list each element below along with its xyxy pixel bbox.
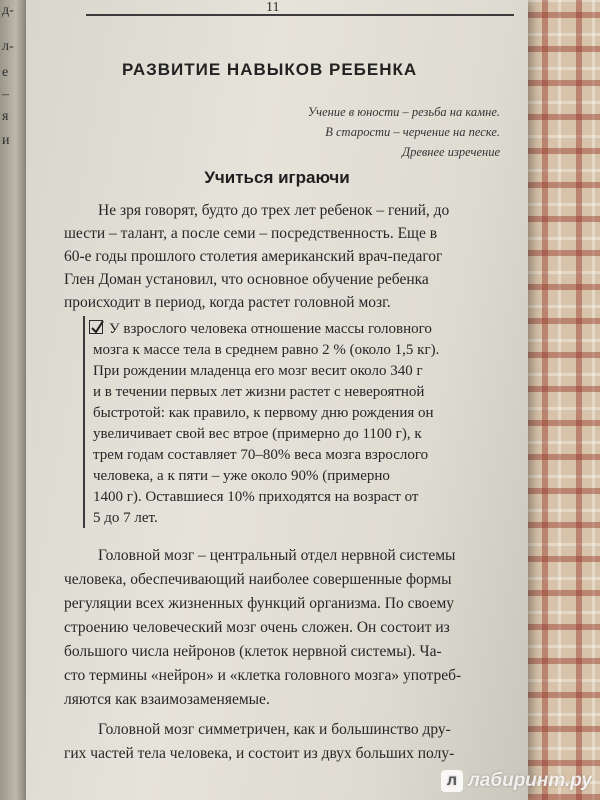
adjacent-page-fragment: д-	[2, 3, 14, 18]
text-line: Не зря говорят, будто до трех лет ребенок – гений, до	[98, 202, 450, 219]
chapter-title: РАЗВИТИЕ НАВЫКОВ РЕБЕНКА	[122, 60, 418, 79]
adjacent-page-fragment: л-	[2, 39, 14, 54]
note-line: 1400 г). Оставшиеся 10% приходятся на возраст от	[93, 489, 419, 505]
text-line: шести – талант, а после семи – посредственность. Еще в	[64, 225, 438, 242]
note-line: трем годам составляет 70–80% веса мозга взрослого	[93, 447, 429, 463]
text-line: большого числа нейронов (клеток нервной системы). Ча-	[64, 643, 442, 660]
page-number: 11	[266, 0, 280, 15]
text-line: строению человеческий мозг очень сложен. Он состоит из	[64, 619, 450, 636]
adjacent-page-fragment: и	[2, 133, 10, 148]
text-line: сто термины «нейрон» и «клетка головного мозга» употреб-	[64, 667, 462, 684]
epigraph-line: Учение в юности – резьба на камне.	[307, 105, 500, 119]
note-line: и в течении первых лет жизни растет с невероятной	[93, 384, 425, 400]
note-line: 5 до 7 лет.	[93, 510, 158, 526]
watermark-text: лабиринт.ру	[467, 770, 592, 791]
text-line: Глен Доман установил, что основное обучение ребенка	[64, 271, 429, 288]
epigraph	[308, 102, 500, 162]
fact-note	[83, 316, 515, 528]
text-line: человека, обеспечивающий наиболее совершенные формы	[64, 571, 452, 588]
note-line: мозга к массе тела в среднем равно 2 % (около 1,5 кг).	[93, 342, 440, 358]
adjacent-page-fragment: е	[2, 65, 9, 80]
text-line: 60-е годы прошлого столетия американский врач-педагог	[64, 248, 443, 265]
adjacent-page-fragment: –	[2, 87, 9, 102]
labirint-logo-icon: л	[441, 770, 463, 792]
note-line: увеличивает свой вес втрое (примерно до 1100 г), к	[93, 426, 422, 442]
text-line: Головной мозг симметричен, как и большинство дру-	[98, 721, 451, 738]
note-line: быстротой: как правило, к первому дню рождения он	[93, 405, 434, 421]
adjacent-page-edge	[0, 0, 26, 800]
text-line: Головной мозг – центральный отдел нервной системы	[98, 547, 456, 564]
watermark	[441, 770, 592, 792]
checkbox-check-icon	[89, 320, 103, 334]
text-line: происходит в период, когда растет головной мозг.	[64, 294, 391, 311]
epigraph-line: В старости – черчение на песке.	[325, 125, 500, 139]
adjacent-page-fragment: я	[2, 109, 9, 124]
note-line: человека, а к пяти – уже около 90% (примерно	[93, 468, 390, 484]
note-line: При рождении младенца его мозг весит около 340 г	[93, 363, 423, 379]
book-page	[26, 0, 528, 800]
text-line: ляются как взаимозаменяемые.	[64, 691, 270, 708]
note-line: У взрослого человека отношение массы головного	[109, 321, 432, 337]
text-line: регуляции всех жизненных функций организма. По своему	[64, 595, 455, 612]
text-line: гих частей тела человека, и состоит из двух больших полу-	[64, 745, 455, 762]
epigraph-source: Древнее изречение	[402, 145, 500, 159]
section-heading: Учиться играючи	[204, 168, 350, 187]
header-rule	[86, 14, 514, 16]
